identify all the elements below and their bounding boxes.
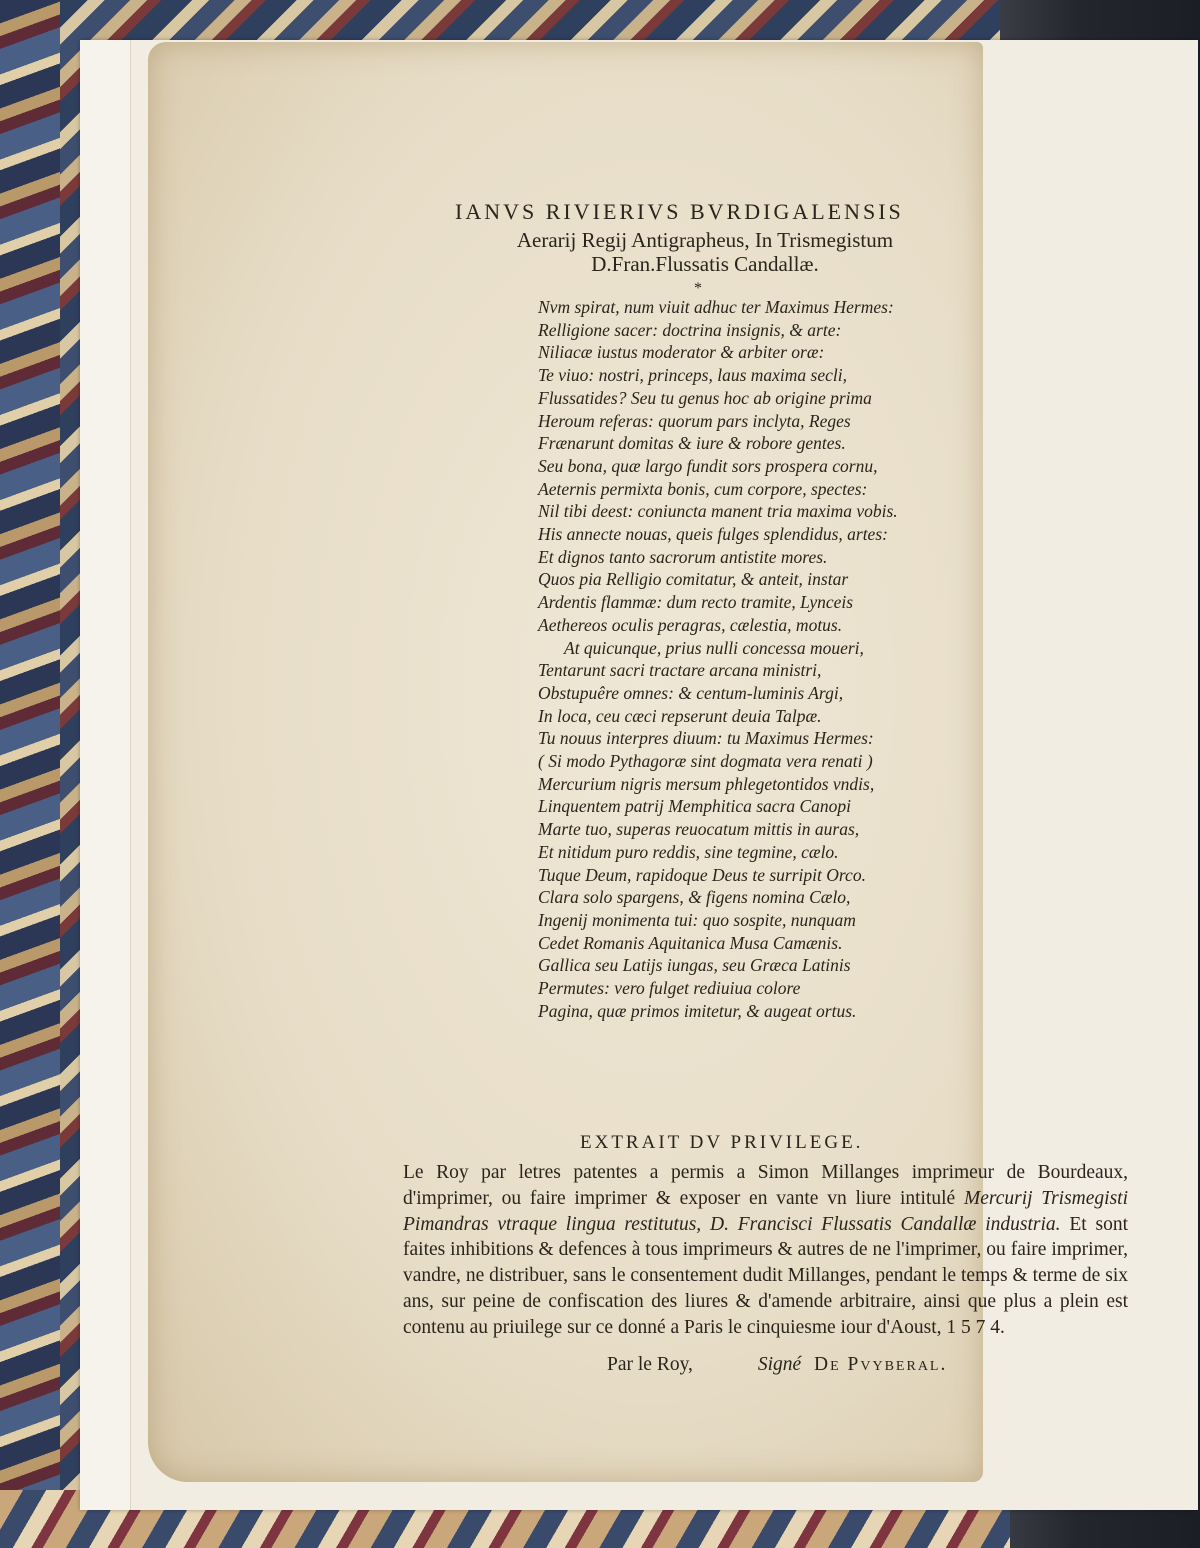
poem-line: His annecte nouas, queis fulges splendidus, artes: — [538, 524, 888, 545]
signe-label: Signé — [757, 1354, 802, 1375]
subtitle-line-1: Aerarij Regij Antigrapheus, In Trismegistum — [516, 228, 894, 252]
page-title: IANVS RIVIERIVS BVRDIGALENSIS — [455, 199, 904, 224]
poem-line: Linquentem patrij Memphitica sacra Canopi — [538, 796, 852, 817]
poem-line: ( Si modo Pythagoræ sint dogmata vera renati ) — [538, 751, 873, 772]
privilege-book-title: Mercurij Trismegisti Pimandras vtraque lingua restitutus, D. Francisci Flussatis Candallæ industria. — [403, 1187, 1128, 1235]
poem-line: Obstupuêre omnes: & centum-luminis Argi, — [538, 682, 844, 703]
par-le-roy: Par le Roy, — [607, 1354, 693, 1375]
subtitle-line-2: D.Fran.Flussatis Candallæ. — [591, 252, 819, 276]
asterisk-ornament: * — [694, 280, 702, 297]
poem-line: Niliacæ iustus moderator & arbiter oræ: — [538, 342, 825, 363]
poem-line: Et nitidum puro reddis, sine tegmine, cælo. — [538, 841, 839, 862]
privilege-text-2: Et sont faites inhibitions & defences à tous imprimeurs & autres de ne l'imprimer, ou faire imprimer, vandre, ne distribuer, sans le consentement dudit Millanges, pendant le temps & terme de six ans, sur peine de confiscation des liures & d'amende arbitraire, ainsi que plus a plein est contenu au priuilege sur ce donné a Paris le cinquiesme iour d'Aoust, 1 5 7 4. — [403, 1213, 1128, 1338]
poem-line: Cedet Romanis Aquitanica Musa Camænis. — [538, 932, 843, 953]
poem-line: Clara solo spargens, & figens nomina Cælo, — [538, 887, 851, 908]
poem-line: Ardentis flammæ: dum recto tramite, Lynceis — [538, 592, 854, 613]
poem-line: Mercurium nigris mersum phlegetontidos vndis, — [538, 773, 875, 794]
poem-line: Heroum referas: quorum pars inclyta, Reges — [538, 410, 851, 431]
poem-line: Pagina, quæ primos imitetur, & augeat ortus. — [538, 1000, 857, 1021]
poem-line: Marte tuo, superas reuocatum mittis in auras, — [538, 819, 860, 840]
poem-line: Tu nouus interpres diuum: tu Maximus Hermes: — [538, 728, 874, 749]
poem — [538, 296, 998, 1023]
poem-line: Te viuo: nostri, princeps, laus maxima secli, — [538, 365, 847, 386]
privilege-title: EXTRAIT DV PRIVILEGE. — [580, 1132, 864, 1153]
poem-line: Tuque Deum, rapidoque Deus te surripit Orco. — [538, 864, 866, 885]
poem-line: Et dignos tanto sacrorum antistite mores. — [538, 546, 828, 567]
signature-line — [607, 1354, 947, 1376]
poem-line: In loca, ceu cæci repserunt deuia Talpæ. — [538, 705, 822, 726]
privilege-text-1: Le Roy par letres patentes a permis a Simon Millanges imprimeur de Bourdeaux, d'imprimer, ou faire imprimer & exposer en vante vn liure intitulé — [403, 1162, 1128, 1209]
poem-line: Tentarunt sacri tractare arcana ministri, — [538, 660, 822, 681]
privilege-body — [403, 1160, 1128, 1341]
poem-line: Gallica seu Latijs iungas, seu Græca Latinis — [538, 955, 851, 976]
poem-line: Frænarunt domitas & iure & robore gentes. — [538, 433, 846, 454]
poem-line: Quos pia Relligio comitatur, & anteit, instar — [538, 569, 849, 590]
poem-line: Aethereos oculis peragras, cælestia, motus. — [538, 614, 843, 635]
poem-line: Relligione sacer: doctrina insignis, & arte: — [538, 319, 842, 340]
poem-line: Seu bona, quæ largo fundit sors prospera cornu, — [538, 455, 878, 476]
signatory-name: De Pvyberal. — [814, 1354, 948, 1375]
poem-line: Nvm spirat, num viuit adhuc ter Maximus Hermes: — [538, 297, 894, 317]
poem-line: At quicunque, prius nulli concessa moueri, — [564, 637, 864, 658]
poem-line: Flussatides? Seu tu genus hoc ab origine prima — [538, 387, 872, 408]
poem-line: Permutes: vero fulget rediuiua colore — [538, 978, 801, 999]
poem-line: Aeternis permixta bonis, cum corpore, spectes: — [538, 478, 868, 499]
poem-line: Ingenij monimenta tui: quo sospite, nunquam — [538, 909, 856, 930]
poem-line: Nil tibi deest: coniuncta manent tria maxima vobis. — [538, 501, 898, 522]
